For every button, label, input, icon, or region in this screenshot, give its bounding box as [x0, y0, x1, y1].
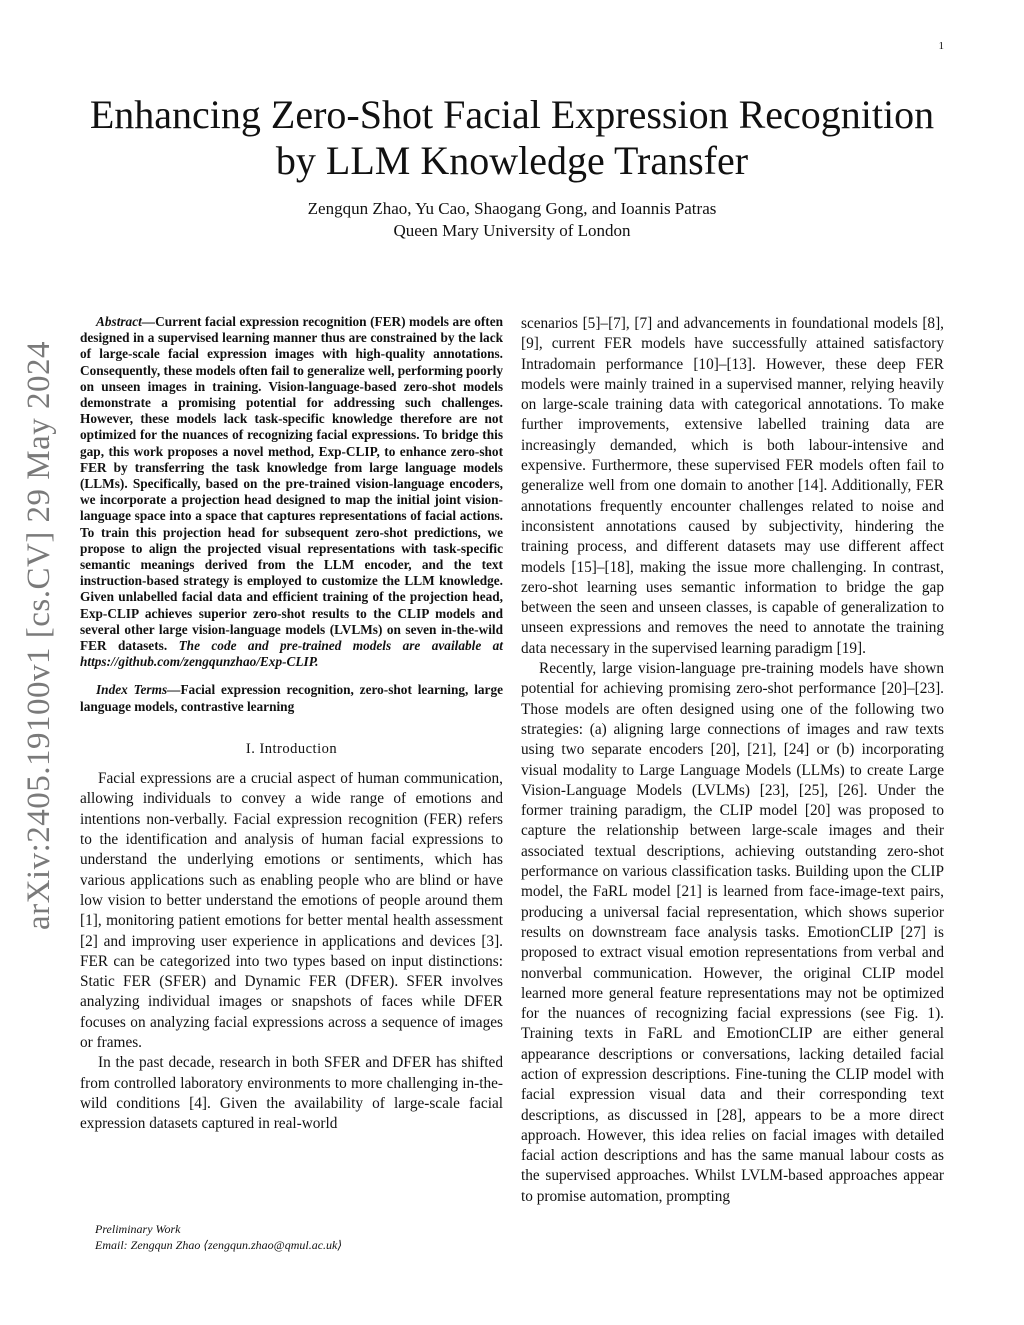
abstract-label: Abstract— [96, 314, 156, 329]
intro-paragraph-4: Recently, large vision-language pre-training models have shown potential for achieving promising zero-shot performance [20]–[23]. Those models are often designed using one of the following two strategies: (a) aligning large connections of images and raw texts using two separate encoders [20], [21], [24] or (b) incorporating visual modality to Large Language Models (LLMs) to create Large Vision-Language Models (LVLMs) [23], [25], [26]. Under the former training paradigm, the CLIP model [20] was proposed to capture the relationship between large-scale images and their associated textual descriptions, achieving outstanding zero-shot performance on various classification tasks. Building upon the CLIP model, the FaRL model [21] is learned from face-image-text pairs, producing a universal facial representation, which shows superior results on downstream face analysis tasks. EmotionCLIP [27] is proposed to extract visual emotion representations from verbal and nonverbal communication. However, the original CLIP model learned more general feature representations may not be optimized for the nuances of recognizing facial expressions (see Fig. 1). Training texts in FaRL and EmotionCLIP are either general appearance descriptions or conversations, lacking detailed facial action of expression descriptions. Fine-tuning the CLIP model with facial expression visual data and their corresponding text descriptions, as discussed in [28], appears to be a more direct approach. However, this idea relies on facial images with detailed facial action descriptions and has the same manual labour costs as the supervised approaches. Whilst LVLM-based approaches appear to promise automation, prompting [521, 660, 944, 1205]
page-number: 1 [938, 40, 944, 52]
title-line-1: Enhancing Zero-Shot Facial Expression Recognition [89, 92, 935, 137]
index-terms [80, 682, 503, 714]
footnote [95, 1221, 495, 1253]
right-column [521, 314, 944, 1207]
abstract-text: Current facial expression recognition (FER) models are often designed in a supervised learning manner thus are constrained by the lack of large-scale facial expression images with high-quality annotations. Consequently, these models often fail to generalize well, performing poorly on unseen images in training. Vision-language-based zero-shot models demonstrate a promising potential for addressing such challenges. However, these models lack task-specific knowledge therefore are not optimized for the nuances of recognizing facial expressions. To bridge this gap, this work proposes a novel method, Exp-CLIP, to enhance zero-shot FER by transferring the task knowledge from large language models (LLMs). Specifically, based on the pre-trained vision-language encoders, we incorporate a projection head designed to map the initial joint vision-language space into a space that captures representations of facial actions. To train this projection head for subsequent zero-shot predictions, we propose to align the projected visual representations with task-specific semantic meanings derived from the LLM encoder, and the text instruction-based strategy is employed to customize the LLM knowledge. Given unlabelled facial data and efficient training of the projection head, Exp-CLIP achieves superior zero-shot results to the CLIP models and several other large vision-language models (LVLMs) on seven in-the-wild FER datasets. [80, 314, 503, 654]
footnote-email: Email: Zengqun Zhao ⟨zengqun.zhao@qmul.ac.uk⟩ [95, 1238, 343, 1252]
section-heading-introduction: I. Introduction [245, 740, 338, 757]
index-terms-text: Facial expression recognition, zero-shot learning, large language models, contrastive learning [80, 682, 503, 714]
paper-title [60, 92, 964, 184]
left-column [80, 314, 503, 1135]
intro-paragraph-2: In the past decade, research in both SFER and DFER has shifted from controlled laboratory environments to more challenging in-the-wild conditions [4]. Given the availability of large-scale facial expression datasets captured in real-world [80, 1054, 503, 1133]
index-terms-label: Index Terms— [96, 682, 181, 698]
authors: Zengqun Zhao, Yu Cao, Shaogang Gong, and Ioannis Patras [307, 199, 717, 218]
intro-paragraph-3: scenarios [5]–[7], [7] and advancements in foundational models [8], [9], current FER models have successfully attained satisfactory Intradomain performance [10]–[13]. However, these deep FER models were mainly trained in a supervised manner, relying heavily on large-scale training data with categorical annotations. To make further improvements, extensive labelled training data are increasingly demanded, which is both labour-intensive and expensive. Furthermore, these supervised FER models often fail to generalize well from one domain to another [14]. Additionally, FER annotations frequently encounter challenges related to noise and inconsistent annotations caused by subjectivity, hindering the training process, and different datasets may use different affect models [15]–[18], making the issue more challenging. In contrast, zero-shot learning uses semantic information to bridge the gap between the seen and unseen classes, is capable of generalization to unseen expressions and removes the need to annotate the training data necessary in the supervised learning paradigm [19]. [521, 315, 944, 657]
intro-paragraph-1: Facial expressions are a crucial aspect of human communication, allowing individuals to convey a wide range of emotions and intentions non-verbally. Facial expression recognition (FER) refers to the identification and analysis of human facial expressions to understand the underlying emotions or sentiments, which has various applications such as enabling people who are blind or have low vision to better understand the emotions of people around them [1], monitoring patient emotions for better mental health assessment [2] and improving user experience in applications and devices [3]. FER can be categorized into two types based on input distinctions: Static FER (SFER) and Dynamic FER (DFER). SFER involves analyzing individual images or snapshots of faces while DFER focuses on analyzing facial expressions across a sequence of images or frames. [80, 770, 503, 1052]
arxiv-stamp-text: arXiv:2405.19100v1 [cs.CV] 29 May 2024 [21, 340, 58, 930]
abstract [80, 314, 503, 670]
affiliation: Queen Mary University of London [393, 221, 631, 240]
arxiv-stamp [10, 310, 70, 960]
footnote-preliminary: Preliminary Work [95, 1222, 181, 1236]
code-availability-note: The code and pre-trained models are available at https://github.com/zengqunzhao/Exp-CLIP. [80, 638, 503, 670]
title-line-2: by LLM Knowledge Transfer [275, 138, 749, 183]
